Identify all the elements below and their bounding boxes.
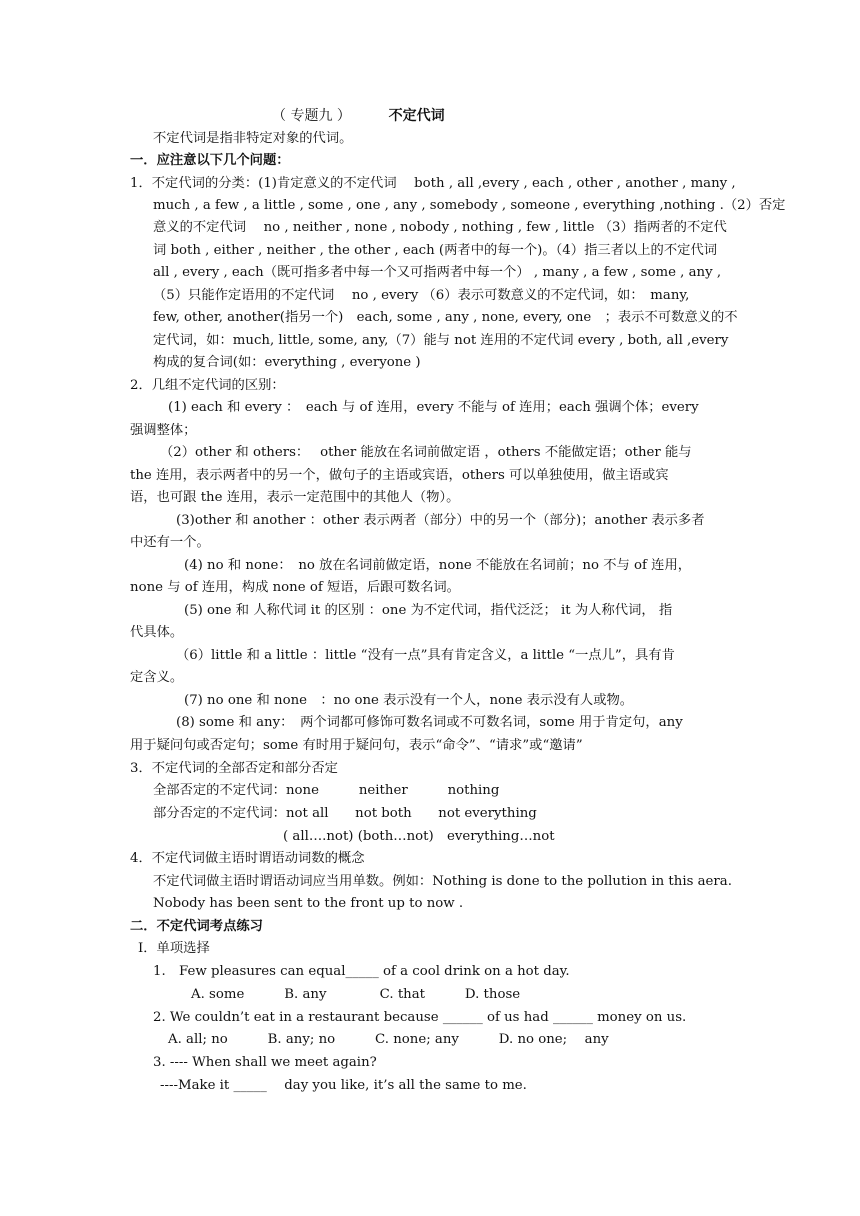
section2-subheading: I．单项选择	[138, 941, 210, 956]
item4-line: Nobody has been sent to the front up to now .	[153, 896, 464, 911]
item2-line: (7) no one 和 none ：no one 表示没有一个人，none 表示没有人或物。	[184, 693, 634, 708]
item2-line: （2）other 和 others： other 能放在名词前做定语 ，others 不能做定语；other 能与	[160, 445, 692, 460]
item3-line: 部分否定的不定代词：not all not both not everything	[153, 806, 537, 821]
item3-line: 全部否定的不定代词：none neither nothing	[153, 783, 500, 798]
title-prefix: （ 专题九 ）	[272, 108, 351, 124]
item2-line: (4) no 和 none： no 放在名词前做定语，none 不能放在名词前；no 不与 of 连用，	[184, 558, 692, 573]
title-line	[272, 107, 445, 125]
item1-line: 1．不定代词的分类：(1)肯定意义的不定代词 both , all ,every , each , other , another , many ,	[130, 176, 736, 191]
question-3-response: ----Make it _____ day you like, it’s all the same to me.	[160, 1078, 527, 1093]
item2-line: (3)other 和 another ：other 表示两者（部分）中的另一个（部分)；another 表示多者	[176, 513, 705, 528]
item1-line: 意义的不定代词 no , neither , none , nobody , nothing , few , little （3）指两者的不定代	[153, 220, 727, 235]
item1-line: much , a few , a little , some , one , any , somebody , someone , everything ,nothing .（2）否定	[153, 198, 786, 213]
section1-heading: 一．应注意以下几个问题：	[130, 153, 290, 168]
question-1: 1. Few pleasures can equal_____ of a cool drink on a hot day.	[153, 964, 570, 979]
item1-line: （5）只能作定语用的不定代词 no , every （6）表示可数意义的不定代词，如： many,	[153, 288, 690, 303]
item1-line: 构成的复合词(如：everything , everyone )	[153, 355, 421, 370]
item2-line: (5) one 和 人称代词 it 的区别 ：one 为不定代词，指代泛泛； it 为人称代词， 指	[184, 603, 673, 618]
item2-line: (8) some 和 any： 两个词都可修饰可数名词或不可数名词，some 用于肯定句，any	[176, 715, 683, 730]
item2-line: 用于疑问句或否定句；some 有时用于疑问句，表示“命令”、“请求”或“邀请”	[130, 738, 583, 753]
item2-line: (1) each 和 every ： each 与 of 连用，every 不能与 of 连用；each 强调个体；every	[168, 400, 699, 415]
item2-heading: 2．几组不定代词的区别：	[130, 378, 285, 393]
item1-line: 词 both , either , neither , the other , each (两者中的每一个)。（4）指三者以上的不定代词	[153, 243, 718, 258]
item2-line: the 连用，表示两者中的另一个，做句子的主语或宾语，others 可以单独使用，做主语或宾	[130, 468, 669, 483]
question-3: 3. ---- When shall we meet again?	[153, 1055, 377, 1070]
item2-line: none 与 of 连用，构成 none of 短语，后跟可数名词。	[130, 580, 460, 595]
item2-line: 语，也可跟 the 连用，表示一定范围中的其他人（物）。	[130, 490, 460, 505]
item2-line: 代具体。	[130, 625, 184, 640]
question-1-options: A. some B. any C. that D. those	[191, 987, 521, 1002]
intro-text: 不定代词是指非特定对象的代词。	[153, 131, 353, 146]
section2-heading: 二．不定代词考点练习	[130, 919, 263, 934]
question-2: 2. We couldn’t eat in a restaurant because ______ of us had ______ money on us.	[153, 1010, 687, 1025]
item1-line: few, other, another(指另一个) each, some , any , none, every, one ；表示不可数意义的不	[153, 310, 738, 325]
item4-line: 不定代词做主语时谓语动词应当用单数。例如：Nothing is done to the pollution in this aera.	[153, 874, 732, 889]
item1-line: 定代词，如：much, little, some, any,（7）能与 not 连用的不定代词 every , both, all ,every	[153, 333, 729, 348]
title-main: 不定代词	[388, 108, 445, 124]
item2-line: （6）little 和 a little ：little “没有一点”具有肯定含义，a little “一点儿”，具有肯	[176, 648, 675, 663]
question-2-options: A. all; no B. any; no C. none; any D. no one; any	[168, 1032, 609, 1047]
item2-line: 定含义。	[130, 670, 184, 685]
item2-line: 中还有一个。	[130, 535, 210, 550]
item3-line: ( all….not) (both…not) everything…not	[283, 829, 555, 844]
item1-line: all , every , each（既可指多者中每一个又可指两者中每一个） , many , a few , some , any ,	[153, 265, 722, 280]
item4-heading: 4．不定代词做主语时谓语动词数的概念	[130, 851, 365, 866]
item2-line: 强调整体；	[130, 423, 197, 438]
item3-heading: 3．不定代词的全部否定和部分否定	[130, 761, 338, 776]
